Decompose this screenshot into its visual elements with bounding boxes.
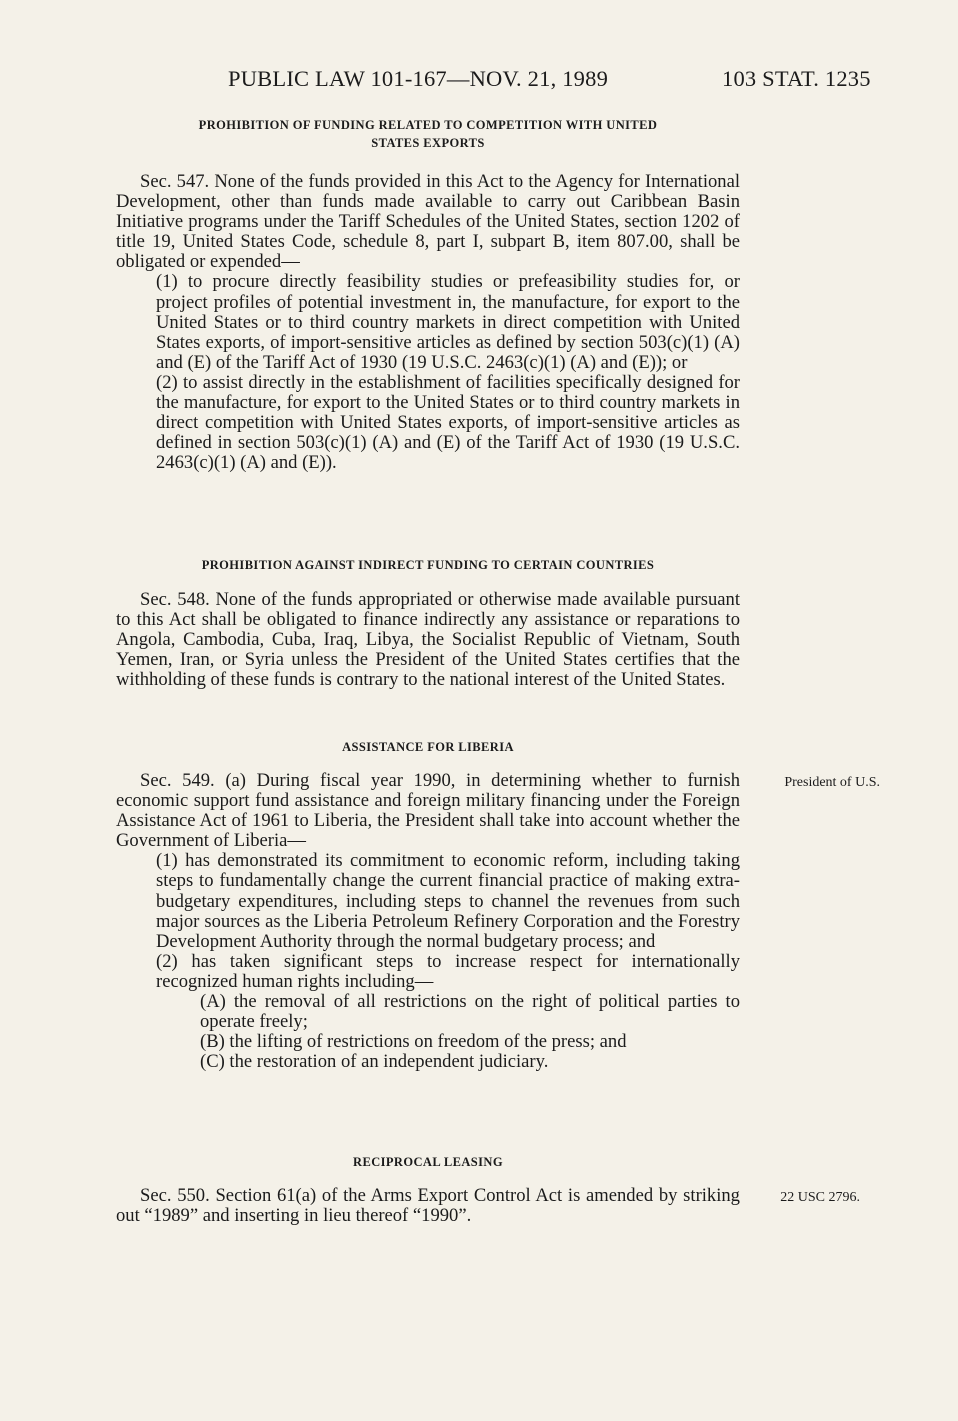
statute-page-number: 103 STAT. 1235 (722, 66, 871, 91)
section-549-body (116, 771, 740, 1072)
section-549-label: Sec. 549. (140, 770, 215, 791)
section-549-item-1: (1) has demonstrated its commitment to economic reform, including taking steps to fundamentally change the current financial practice of making extra-budgetary expenditures, including steps to channel the revenues from such major sources as the Liberia Petroleum Refinery Corporation and the Forestry Development Authority through the normal budgetary process; and (156, 850, 740, 952)
section-548-text-body: None of the funds appropriated or otherwise made available pursuant to this Act shall be obligated to finance indirectly any assistance or reparations to Angola, Cambodia, Cuba, Iraq, Libya, the Socialist Republic of Vietnam, South Yemen, Iran, or Syria unless the President of the United States certifies that the withholding of these funds is contrary to the national interest of the United States. (116, 589, 740, 691)
section-548-body (116, 590, 740, 690)
section-550-heading: RECIPROCAL LEASING (353, 1155, 503, 1169)
section-550-text-body: Section 61(a) of the Arms Export Control Act is amended by striking out “1989” and inserting in lieu thereof “1990”. (116, 1185, 740, 1227)
section-550-body (116, 1186, 740, 1226)
section-550-label: Sec. 550. (140, 1185, 210, 1206)
section-549-item-C: (C) the restoration of an independent judiciary. (200, 1051, 549, 1073)
section-547-heading-line1: PROHIBITION OF FUNDING RELATED TO COMPETITION WITH UNITED (198, 118, 658, 132)
section-549-item-2: (2) has taken significant steps to increase respect for internationally recognized human rights including— (156, 950, 740, 992)
section-547-label: Sec. 547. (140, 171, 210, 192)
section-547-item-2: (2) to assist directly in the establishment of facilities specifically designed for the manufacture, for export to the United States or to third country markets in direct competition with United States exports, of import-sensitive articles as defined in section 503(c)(1) (A) and (E) of the Tariff Act of 1930 (19 U.S.C. 2463(c)(1) (A) and (E)). (156, 371, 740, 474)
section-547-intro-text: None of the funds provided in this Act to the Agency for International Development, other than funds made available to carry out Caribbean Basin Initiative programs under the Tariff Schedules of the United States, section 1202 of title 19, United States Code, schedule 8, part I, subpart B, item 807.00, shall be obligated or expended— (116, 171, 740, 273)
section-547-heading-line2: STATES EXPORTS (371, 136, 485, 150)
running-head: PUBLIC LAW 101-167—NOV. 21, 1989 (228, 66, 609, 91)
section-549-item-B: (B) the lifting of restrictions on freedom of the press; and (200, 1031, 627, 1053)
section-548-text (116, 590, 740, 690)
section-549-item-A: (A) the removal of all restrictions on the right of political parties to operate freely; (200, 991, 740, 1033)
section-547-intro (116, 172, 740, 272)
section-549-heading: ASSISTANCE FOR LIBERIA (342, 740, 514, 754)
margin-note-president: President of U.S. (784, 775, 880, 790)
section-549-intro (116, 771, 740, 851)
section-547-item-1: (1) to procure directly feasibility studies or prefeasibility studies for, or project profiles of potential investment in, the manufacture, for export to the United States or to third country markets in direct competition with United States exports, of import-sensitive articles as defined by section 503(c)(1) (A) and (E) of the Tariff Act of 1930 (19 U.S.C. 2463(c)(1) (A) and (E)); or (156, 271, 740, 373)
section-550-text (116, 1186, 740, 1226)
margin-note-usc: 22 USC 2796. (780, 1190, 860, 1205)
section-549-intro-text: (a) During fiscal year 1990, in determining whether to furnish economic support fund assistance and foreign military financing under the Foreign Assistance Act of 1961 to Liberia, the President shall take into account whether the Government of Liberia— (116, 770, 740, 852)
section-548-heading: PROHIBITION AGAINST INDIRECT FUNDING TO CERTAIN COUNTRIES (201, 558, 655, 572)
section-547-body (116, 172, 740, 473)
section-548-label: Sec. 548. (140, 589, 210, 610)
section-547-heading (116, 116, 740, 152)
